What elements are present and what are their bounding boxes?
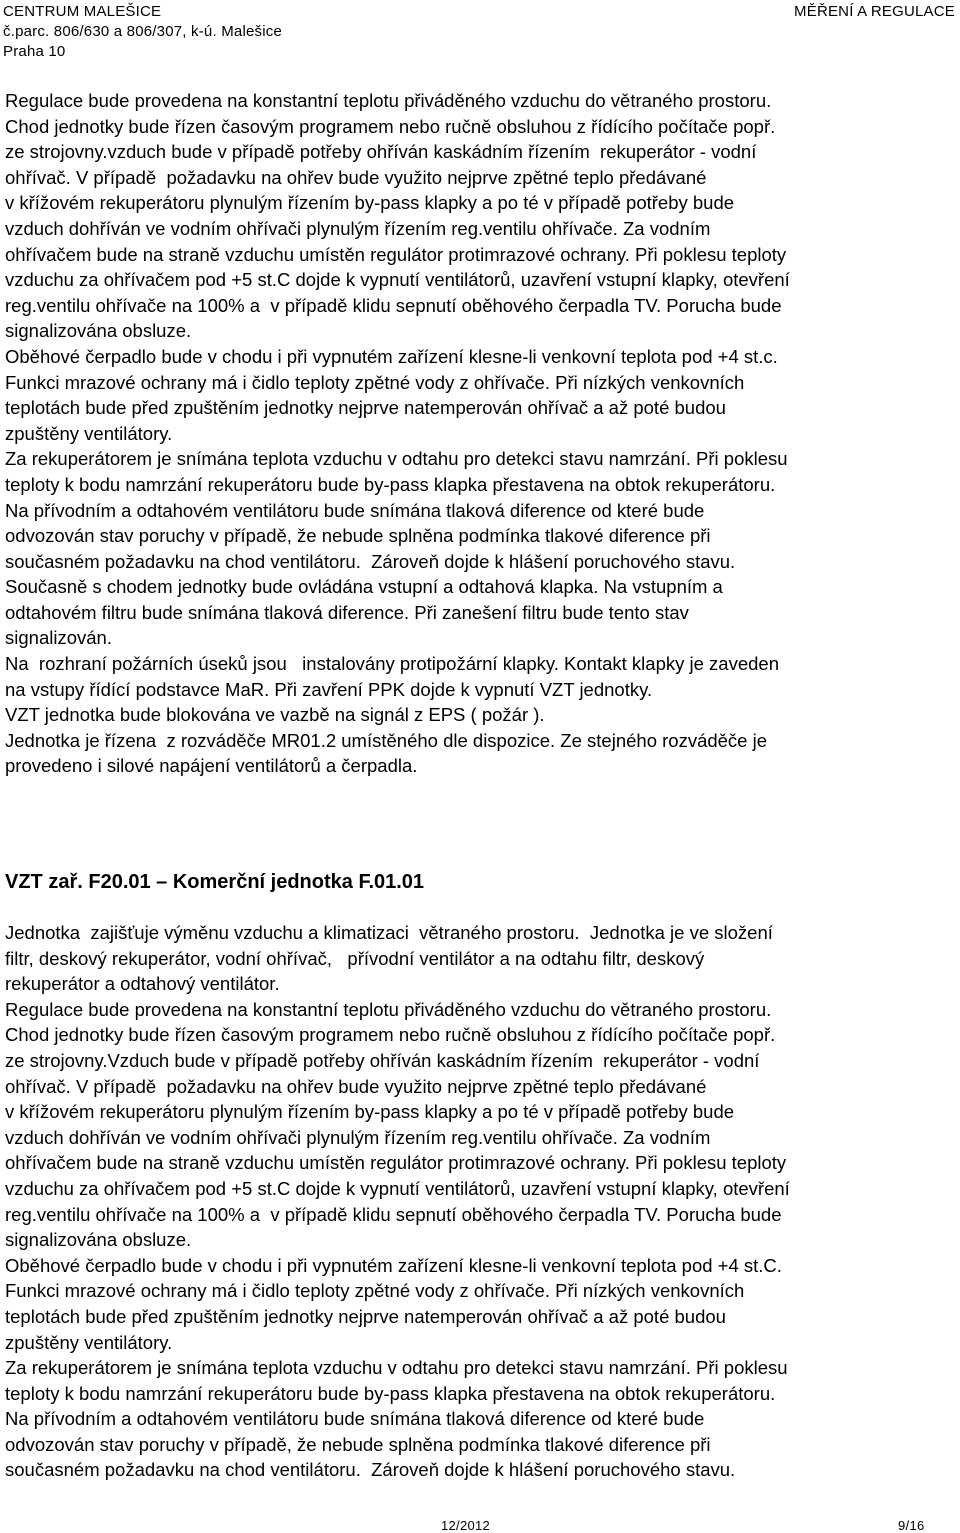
text-line: odvozován stav poruchy v případě, že nebude splněna podmínka tlakové diference při: [5, 1433, 711, 1455]
section-2-heading: VZT zař. F20.01 – Komerční jednotka F.01.01: [5, 871, 425, 893]
text-line: Jednotka zajišťuje výměnu vzduchu a klimatizaci větraného prostoru. Jednotka je ve složení: [5, 922, 773, 943]
footer-page-number: 9/16: [898, 1518, 925, 1533]
text-line: vzduchu za ohřívačem pod +5 st.C dojde k vypnutí ventilátorů, uzavření vstupní klapky, otevření: [5, 1177, 790, 1199]
text-line: provedeno i silové napájení ventilátorů a čerpadla.: [5, 755, 418, 777]
text-line: Oběhové čerpadlo bude v chodu i při vypnutém zařízení klesne-li venkovní teplota pod +4 st.C.: [5, 1254, 782, 1276]
text-line: ze strojovny.vzduch bude v případě potřeby ohříván kaskádním řízením rekuperátor - vodní: [5, 141, 757, 163]
text-line: současném požadavku na chod ventilátoru. Zároveň dojde k hlášení poruchového stavu.: [5, 1459, 736, 1481]
text-line: teplotách bude před zpuštěním jednotky nejprve natemperován ohřívač a až poté budou: [5, 397, 726, 419]
text-line: ze strojovny.Vzduch bude v případě potřeby ohříván kaskádním řízením rekuperátor - vodní: [5, 1049, 760, 1071]
text-line: reg.ventilu ohřívače na 100% a v případě klidu sepnutí oběhového čerpadla TV. Porucha bude: [5, 1203, 782, 1225]
text-line: Funkci mrazové ochrany má i čidlo teploty zpětné vody z ohřívače. Při nízkých venkovních: [5, 371, 745, 393]
footer-date: 12/2012: [441, 1518, 491, 1533]
text-line: Regulace bude provedena na konstantní teplotu přiváděného vzduchu do větraného prostoru.: [5, 90, 772, 111]
text-line: současném požadavku na chod ventilátoru. Zároveň dojde k hlášení poruchového stavu.: [5, 550, 736, 572]
text-line: Jednotka je řízena z rozváděče MR01.2 umístěného dle dispozice. Ze stejného rozváděče je: [5, 729, 768, 751]
text-line: Regulace bude provedena na konstantní teplotu přiváděného vzduchu do větraného prostoru.: [5, 998, 772, 1020]
text-line: ohřívač. V případě požadavku na ohřev bude využito nejprve zpětné teplo předávané: [5, 166, 707, 188]
text-line: rekuperátor a odtahový ventilátor.: [5, 973, 280, 995]
text-line: Na přívodním a odtahovém ventilátoru bude snímána tlaková diference od které bude: [5, 499, 705, 521]
text-line: Chod jednotky bude řízen časovým programem nebo ručně obsluhou z řídícího počítače popř.: [5, 115, 776, 137]
text-line: Za rekuperátorem je snímána teplota vzduchu v odtahu pro detekci stavu namrzání. Při poklesu: [5, 1357, 788, 1379]
text-line: Chod jednotky bude řízen časovým programem nebo ručně obsluhou z řídícího počítače popř.: [5, 1024, 776, 1046]
header-city: Praha 10: [3, 43, 66, 60]
text-line: na vstupy řídící podstavce MaR. Při zavření PPK dojde k vypnutí VZT jednotky.: [5, 678, 653, 700]
text-line: Na rozhraní požárních úseků jsou instalovány protipožární klapky. Kontakt klapky je zaveden: [5, 653, 779, 675]
text-line: zpuštěny ventilátory.: [5, 422, 173, 444]
text-line: teplotách bude před zpuštěním jednotky nejprve natemperován ohřívač a až poté budou: [5, 1305, 726, 1327]
text-line: vzduch dohříván ve vodním ohřívači plynulým řízením reg.ventilu ohřívače. Za vodním: [5, 217, 711, 239]
section-1-body: [5, 88, 957, 779]
header-parcel: č.parc. 806/630 a 806/307, k-ú. Malešice: [3, 23, 282, 40]
text-line: v křížovém rekuperátoru plynulým řízením by-pass klapky a po té v případě potřeby bude: [5, 1101, 735, 1123]
text-line: odtahovém filtru bude snímána tlaková diference. Při zanešení filtru bude tento stav: [5, 601, 689, 623]
text-line: ohřívačem bude na straně vzduchu umístěn regulátor protimrazové ochrany. Při poklesu teploty: [5, 243, 787, 265]
text-line: odvozován stav poruchy v případě, že nebude splněna podmínka tlakové diference při: [5, 525, 711, 547]
text-line: Oběhové čerpadlo bude v chodu i při vypnutém zařízení klesne-li venkovní teplota pod +4 st.c.: [5, 345, 778, 367]
text-line: reg.ventilu ohřívače na 100% a v případě klidu sepnutí oběhového čerpadla TV. Porucha bude: [5, 294, 782, 316]
text-line: zpuštěny ventilátory.: [5, 1331, 173, 1353]
text-line: signalizována obsluze.: [5, 1229, 192, 1251]
text-line: vzduchu za ohřívačem pod +5 st.C dojde k vypnutí ventilátorů, uzavření vstupní klapky, otevření: [5, 269, 790, 291]
header-row-1: [3, 2, 955, 22]
text-line: teploty k bodu namrzání rekuperátoru bude by-pass klapka přestavena na obtok rekuperátoru.: [5, 473, 776, 495]
section-2-body: [5, 920, 957, 1483]
text-line: Současně s chodem jednotky bude ovládána vstupní a odtahová klapka. Na vstupním a: [5, 576, 723, 598]
text-line: v křížovém rekuperátoru plynulým řízením by-pass klapky a po té v případě potřeby bude: [5, 192, 735, 214]
text-line: Funkci mrazové ochrany má i čidlo teploty zpětné vody z ohřívače. Při nízkých venkovních: [5, 1280, 745, 1302]
text-line: signalizována obsluze.: [5, 320, 192, 342]
header-project-name: CENTRUM MALEŠICE: [3, 3, 162, 20]
text-line: Na přívodním a odtahovém ventilátoru bude snímána tlaková diference od které bude: [5, 1408, 705, 1430]
text-line: signalizován.: [5, 627, 112, 649]
text-line: filtr, deskový rekuperátor, vodní ohřívač, přívodní ventilátor a na odtahu filtr, deskový: [5, 947, 705, 969]
text-line: VZT jednotka bude blokována ve vazbě na signál z EPS ( požár ).: [5, 704, 545, 726]
text-line: vzduch dohříván ve vodním ohřívači plynulým řízením reg.ventilu ohřívače. Za vodním: [5, 1126, 711, 1148]
text-line: Za rekuperátorem je snímána teplota vzduchu v odtahu pro detekci stavu namrzání. Při poklesu: [5, 448, 788, 470]
text-line: ohřívač. V případě požadavku na ohřev bude využito nejprve zpětné teplo předávané: [5, 1075, 707, 1097]
text-line: ohřívačem bude na straně vzduchu umístěn regulátor protimrazové ochrany. Při poklesu teploty: [5, 1152, 787, 1174]
page-header: [3, 2, 955, 62]
header-section-name: MĚŘENÍ A REGULACE: [794, 3, 955, 20]
text-line: teploty k bodu namrzání rekuperátoru bude by-pass klapka přestavena na obtok rekuperátoru.: [5, 1382, 776, 1404]
